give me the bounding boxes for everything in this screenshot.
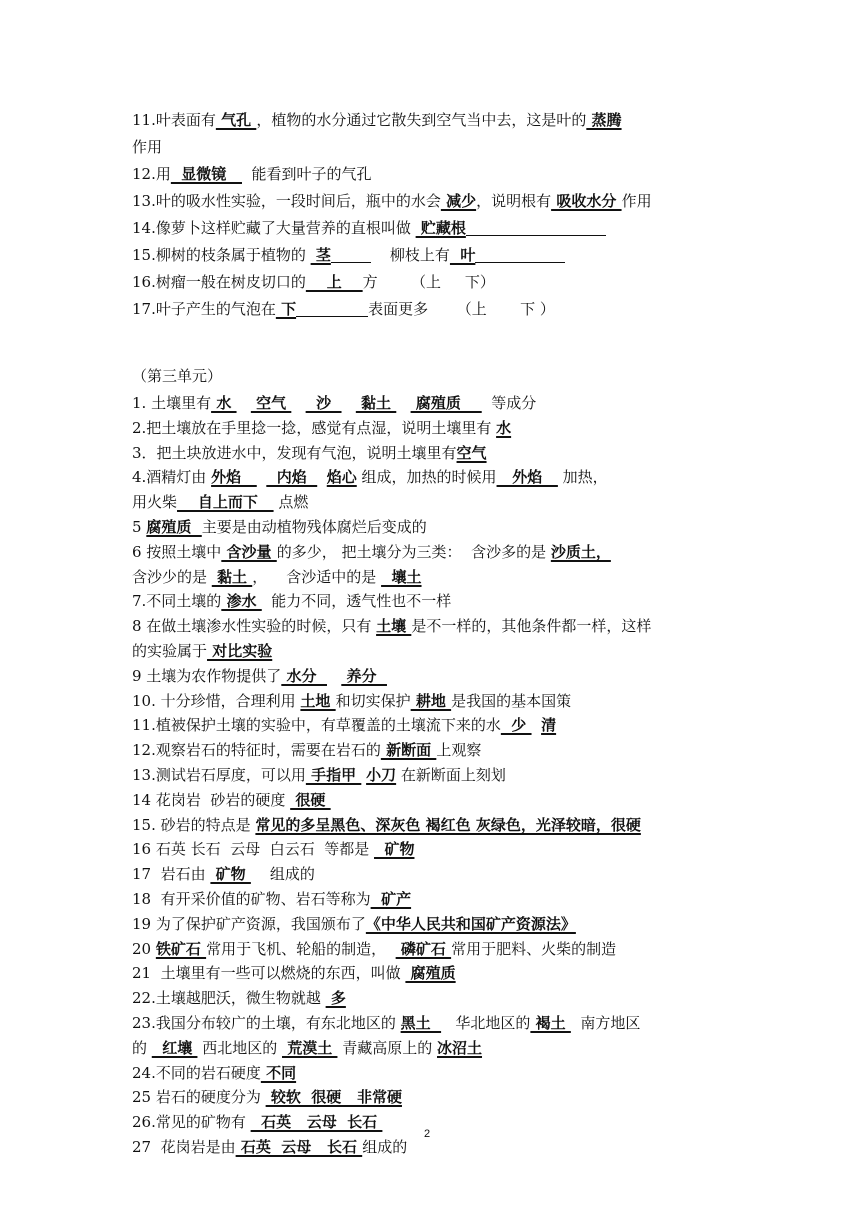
question-text: 22.土壤越肥沃，微生物就越 (132, 989, 326, 1008)
answer-text: 焰心 (326, 468, 357, 487)
question-text: 24.不同的岩石硬度 (132, 1063, 261, 1082)
answer-text: 腐殖质 (405, 964, 456, 983)
answer-text: 土壤 (376, 617, 412, 636)
question-text: 能力不同，透气性也不一样 (261, 592, 452, 611)
question-text: 7.不同土壤的 (132, 592, 222, 611)
answer-text: 对比实验 (207, 641, 273, 660)
question-text: 1. 土壤里有 (132, 394, 212, 412)
answer-text: 水 (211, 394, 237, 412)
answer-text: 壤土 (381, 567, 422, 586)
question-text: 11.叶表面有 (132, 111, 216, 129)
answer-text: 磷矿石 (395, 939, 452, 958)
question-text: 主要是由动植物残体腐烂后变成的 (201, 517, 427, 536)
question-text: 5 (132, 517, 147, 536)
question-line (132, 862, 742, 887)
blank-line (331, 246, 371, 264)
question-text (237, 394, 251, 412)
question-text (291, 394, 305, 412)
question-text: 组成的 (250, 865, 315, 884)
answer-text: 手指甲 (305, 765, 362, 784)
answer-text: 褐土 (530, 1013, 571, 1032)
question-text: 15.柳树的枝条属于植物的 (132, 246, 311, 264)
question-text: 点燃 (273, 493, 309, 512)
answer-text: 不同 (260, 1063, 297, 1082)
answer-text: 矿物 (374, 840, 415, 859)
answer-text: 自上而下 (177, 493, 274, 512)
question-text: 12.用 (132, 165, 171, 183)
answer-text: 冰沼土 (437, 1038, 483, 1057)
answer-text: 很硬 (290, 790, 331, 809)
question-line (132, 269, 742, 296)
answer-text: 石英 云母 长石 (250, 1113, 383, 1132)
answer-text: 土地 (300, 691, 336, 710)
question-text (317, 468, 327, 486)
answer-text: 空气 (250, 394, 292, 412)
unit2-questions (132, 107, 742, 323)
answer-text: 下 (275, 300, 297, 318)
answer-text: 矿产 (370, 889, 412, 908)
answer-text: 较软 很硬 非常硬 (265, 1088, 402, 1107)
question-line (132, 1110, 742, 1135)
question-line (132, 937, 742, 962)
answer-text: 小刀 (366, 765, 397, 784)
question-text: 4.酒精灯由 (132, 468, 212, 487)
answer-text: 新断面 (380, 741, 437, 760)
question-text: 21 土壤里有一些可以燃烧的东西，叫做 (132, 964, 406, 983)
answer-text: 内焰 (266, 468, 318, 487)
question-text: 西北地区的 (197, 1038, 282, 1057)
question-text: 8 在做土壤渗水性实验的时候，只有 (132, 617, 377, 636)
question-text: 9 土壤为农作物提供了 (132, 666, 282, 685)
question-text: 3．把土块放进水中，发现有气泡，说明土壤里有 (132, 443, 457, 462)
question-text (342, 394, 356, 412)
question-line (132, 1011, 742, 1036)
answer-text: 沙质土， (550, 542, 611, 561)
question-text: 26.常见的矿物有 (132, 1113, 251, 1132)
question-text: 的 (132, 1038, 152, 1057)
question-text: 14 花岗岩 砂岩的硬度 (132, 790, 291, 809)
question-text: 加热， (557, 468, 608, 487)
question-text: 的多少， 把土壤分为三类： 含沙多的是 (276, 542, 551, 561)
question-text: 16 石英 长石 云母 白云石 等都是 (132, 840, 375, 859)
question-text: 13.测试岩石厚度，可以用 (132, 765, 306, 784)
question-text: 组成的 (362, 1137, 408, 1156)
answer-text: 《中华人民共和国矿产资源法》 (365, 914, 576, 933)
question-text: 19 为了保护矿产资源，我国颁布了 (132, 914, 366, 933)
question-line (132, 639, 742, 664)
question-line (132, 713, 742, 738)
answer-text: 沙 (305, 394, 342, 412)
question-text: 25 岩石的硬度分为 (132, 1088, 266, 1107)
question-line (132, 188, 742, 215)
answer-text: 含沙量 (221, 542, 277, 561)
answer-text: 上 (305, 273, 363, 291)
answer-text: 空气 (456, 443, 487, 462)
question-line (132, 215, 742, 242)
question-text: 常用于飞机、轮船的制造， (206, 939, 396, 958)
question-text: 表面更多 （上 下 ） (368, 300, 555, 318)
answer-text: 气孔 (215, 111, 257, 129)
question-text: 14.像萝卜这样贮藏了大量营养的直根叫做 (132, 219, 416, 237)
blank-line (475, 246, 565, 264)
question-text: 20 (132, 939, 156, 958)
question-line (132, 441, 742, 466)
question-line (132, 887, 742, 912)
answer-text: 腐殖质 (410, 394, 482, 412)
question-text: 含沙少的是 (132, 567, 212, 586)
question-text: 10. 十分珍惜，合理利用 (132, 691, 301, 710)
question-line (132, 465, 742, 490)
answer-text: 铁矿石 (155, 939, 207, 958)
question-line (132, 788, 742, 813)
blank-line (296, 300, 368, 318)
question-text: 南方地区 (570, 1013, 641, 1032)
question-text: 等成分 (481, 394, 537, 412)
answer-text: 清 (541, 716, 557, 735)
question-line (132, 986, 742, 1011)
answer-text: 贮藏根 (415, 219, 466, 237)
question-line (132, 689, 742, 714)
answer-text: 荒漠土 (282, 1038, 338, 1057)
unit-heading-text: （第三单元） (132, 367, 223, 385)
question-line (132, 490, 742, 515)
question-line (132, 107, 742, 134)
question-text (532, 716, 542, 734)
question-text: 华北地区的 (441, 1013, 531, 1032)
question-text: 11.植被保护土壤的实验中，有草覆盖的土壤流下来的水 (132, 716, 501, 735)
question-line (132, 614, 742, 639)
answer-text: 外焰 (496, 468, 558, 487)
question-line (132, 391, 742, 416)
question-line (132, 1036, 742, 1061)
question-text: 27 花岗岩是由 (132, 1137, 236, 1156)
question-text: 2.把土壤放在手里捻一捻，感觉有点湿，说明土壤里有 (132, 418, 497, 437)
answer-text: 常见的多呈黑色、深灰色 褐红色 灰绿色，光泽较暗，很硬 (255, 815, 641, 834)
question-text: 17 岩石由 (132, 865, 211, 884)
blank-line (466, 219, 606, 237)
question-line (132, 161, 742, 188)
answer-text: 红壤 (151, 1038, 198, 1057)
question-line (132, 134, 742, 161)
question-text: 用火柴 (132, 493, 178, 512)
question-text: 16.树瘤一般在树皮切口的 (132, 273, 306, 291)
page-number: 2 (424, 1128, 431, 1140)
question-text: 6 按照土壤中 (132, 542, 222, 561)
answer-text: 显微镜 (170, 165, 242, 183)
answer-text: 矿物 (210, 865, 251, 884)
question-text (257, 468, 267, 486)
question-line (132, 515, 742, 540)
question-text: 在新断面上刻划 (396, 765, 506, 784)
answer-text: 蒸腾 (586, 111, 622, 129)
question-line (132, 961, 742, 986)
question-line (132, 589, 742, 614)
question-line (132, 763, 742, 788)
question-line (132, 664, 742, 689)
question-text: 是我国的基本国策 (451, 691, 572, 710)
question-text: 作用 (132, 138, 163, 156)
question-text (396, 394, 410, 412)
answer-text: 吸收水分 (551, 192, 622, 210)
answer-text: 水分 (281, 666, 327, 685)
question-line (132, 1085, 742, 1110)
question-text: 15. 砂岩的特点是 (132, 815, 256, 834)
answer-text: 渗水 (221, 592, 262, 611)
question-line (132, 1135, 742, 1160)
question-text: ，植物的水分通过它散失到空气当中去，这是叶的 (256, 111, 587, 129)
unit3-questions (132, 391, 742, 1160)
answer-text: 茎 (310, 246, 331, 264)
answer-text: 少 (500, 716, 532, 735)
question-text: 12.观察岩石的特征时，需要在岩石的 (132, 741, 381, 760)
question-text: 方 （上 下） (362, 273, 495, 291)
answer-text: 叶 (449, 246, 476, 264)
question-text: 青藏高原上的 (337, 1038, 437, 1057)
question-line (132, 296, 742, 323)
question-line (132, 837, 742, 862)
answer-text: 养分 (341, 666, 387, 685)
question-text: 是不一样的，其他条件都一样，这样 (411, 617, 652, 636)
question-text (327, 667, 341, 685)
unit-heading (132, 364, 742, 388)
question-line (132, 416, 742, 441)
question-text: 柳枝上有 (370, 246, 450, 264)
question-text: ， 含沙适中的是 (252, 567, 382, 586)
answer-text: 外焰 (211, 468, 257, 487)
answer-text: 黑土 (400, 1013, 442, 1032)
question-text: 17.叶子产生的气泡在 (132, 300, 276, 318)
question-text: ，说明根有 (476, 192, 552, 210)
question-line (132, 738, 742, 763)
question-text: 23.我国分布较广的土壤，有东北地区的 (132, 1013, 401, 1032)
question-line (132, 912, 742, 937)
question-text: 的实验属于 (132, 641, 208, 660)
answer-text: 黏土 (355, 394, 397, 412)
answer-text: 腐殖质 (146, 517, 202, 536)
answer-text: 水 (496, 418, 512, 437)
question-text: 18 有开采价值的矿物、岩石等称为 (132, 889, 371, 908)
question-line (132, 813, 742, 838)
question-line (132, 242, 742, 269)
answer-text: 耕地 (410, 691, 452, 710)
answer-text: 减少 (440, 192, 477, 210)
answer-text: 黏土 (211, 567, 253, 586)
question-text: 作用 (621, 192, 652, 210)
question-text: 常用于肥料、火柴的制造 (451, 939, 617, 958)
question-text: 13.叶的吸水性实验，一段时间后，瓶中的水会 (132, 192, 441, 210)
question-text: 和切实保护 (335, 691, 411, 710)
question-text: 组成，加热的时候用 (356, 468, 497, 487)
question-text: 能看到叶子的气孔 (241, 165, 372, 183)
question-line (132, 565, 742, 590)
answer-text: 多 (325, 989, 346, 1008)
question-text: 上观察 (436, 741, 482, 760)
answer-text: 石英 云母 长石 (235, 1137, 363, 1156)
question-line (132, 1061, 742, 1086)
question-line (132, 540, 742, 565)
